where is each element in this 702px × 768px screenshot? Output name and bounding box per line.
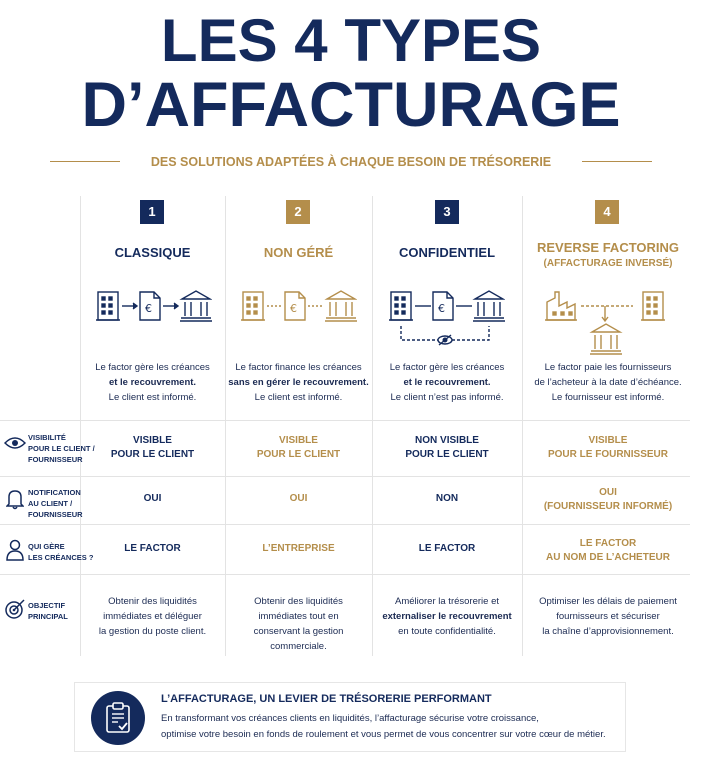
table-cell: VISIBLE POUR LE CLIENT — [110, 435, 195, 460]
column-title: CLASSIQUE — [114, 245, 191, 260]
page-title-line2: D’AFFACTURAGE — [81, 70, 621, 140]
page-subtitle: DES SOLUTIONS ADAPTÉES À CHAQUE BESOIN DE TRÉSORERIE — [150, 155, 552, 169]
table-cell: NON VISIBLE POUR LE CLIENT — [405, 435, 489, 460]
column-subtitle: (AFFACTURAGE INVERSÉ) — [543, 258, 673, 269]
svg-text:€: € — [438, 302, 445, 315]
table-cell: LE FACTOR AU NOM DE L’ACHETEUR — [546, 538, 670, 563]
row-label: VISIBILITÉ POUR LE CLIENT / FOURNISSEUR — [28, 433, 95, 464]
table-cell: NON — [435, 493, 459, 504]
svg-text:€: € — [145, 302, 152, 315]
column-title: REVERSE FACTORING — [536, 240, 680, 255]
subtitle-divider-right — [582, 161, 652, 162]
table-cell: Obtenir des liquidités immédiates tout en conservant la gestion commerciale. — [253, 596, 344, 652]
building-invoice-bank-icon — [96, 288, 212, 324]
bell-icon — [6, 488, 24, 510]
footer-icon-circle — [91, 691, 145, 745]
row-divider — [0, 420, 690, 421]
column-number: 1 — [140, 200, 164, 224]
column-title: CONFIDENTIEL — [398, 245, 496, 260]
footer-text: En transformant vos créances clients en liquidités, l’affacturage sécurise votre croissance, optimise votre besoin en fonds de roulement et vous permet de vous concentrer sur votre cœur de métier. — [161, 713, 606, 740]
page-title-line1: LES 4 TYPES — [160, 7, 542, 74]
grid-divider — [225, 196, 226, 656]
factory-building-bank-icon — [545, 288, 669, 358]
row-divider — [0, 476, 690, 477]
column-description: Le factor gère les créances et le recouvrement. Le client n’est pas informé. — [389, 362, 505, 403]
row-divider — [0, 524, 690, 525]
table-cell: OUI (FOURNISSEUR INFORMÉ) — [543, 487, 673, 512]
column-number: 4 — [595, 200, 619, 224]
clipboard-check-icon — [105, 702, 131, 734]
footer-callout — [74, 682, 626, 752]
footer-title: L’AFFACTURAGE, UN LEVIER DE TRÉSORERIE PERFORMANT — [161, 693, 492, 705]
column-number: 2 — [286, 200, 310, 224]
table-cell: OUI — [289, 493, 308, 504]
eye-icon — [4, 436, 26, 450]
table-cell: L’ENTREPRISE — [262, 543, 335, 554]
table-cell: OUI — [143, 493, 162, 504]
table-cell: Améliorer la trésorerie et externaliser le recouvrement en toute confidentialité. — [382, 596, 512, 637]
building-invoice-bank-dashed-icon — [241, 288, 357, 324]
row-label: NOTIFICATION AU CLIENT / FOURNISSEUR — [28, 488, 83, 519]
target-icon — [4, 598, 26, 620]
row-label: QUI GÈRE LES CRÉANCES ? — [28, 542, 94, 562]
column-description: Le factor finance les créances sans en gérer le recouvrement. Le client est informé. — [228, 362, 369, 403]
grid-divider — [80, 196, 81, 656]
svg-text:€: € — [290, 302, 297, 315]
table-cell: VISIBLE POUR LE FOURNISSEUR — [547, 435, 668, 460]
subtitle-row — [0, 152, 702, 172]
table-cell: Obtenir des liquidités immédiates et déléguer la gestion du poste client. — [98, 596, 207, 637]
user-icon — [6, 539, 24, 561]
column-description: Le factor gère les créances et le recouvrement. Le client est informé. — [95, 362, 210, 403]
column-number: 3 — [435, 200, 459, 224]
row-label: OBJECTIF PRINCIPAL — [28, 601, 68, 621]
table-cell: LE FACTOR — [124, 543, 181, 554]
column-description: Le factor paie les fournisseurs de l’acheteur à la date d’échéance. Le fournisseur est informé. — [534, 362, 682, 403]
table-cell: LE FACTOR — [418, 543, 476, 554]
column-title: NON GÉRÉ — [263, 245, 334, 260]
grid-divider — [372, 196, 373, 656]
table-cell: VISIBLE POUR LE CLIENT — [256, 435, 341, 460]
row-divider — [0, 574, 690, 575]
table-cell: Optimiser les délais de paiement fournisseurs et sécuriser la chaîne d’approvisionnement. — [539, 596, 677, 637]
building-invoice-bank-hidden-icon — [389, 288, 505, 346]
